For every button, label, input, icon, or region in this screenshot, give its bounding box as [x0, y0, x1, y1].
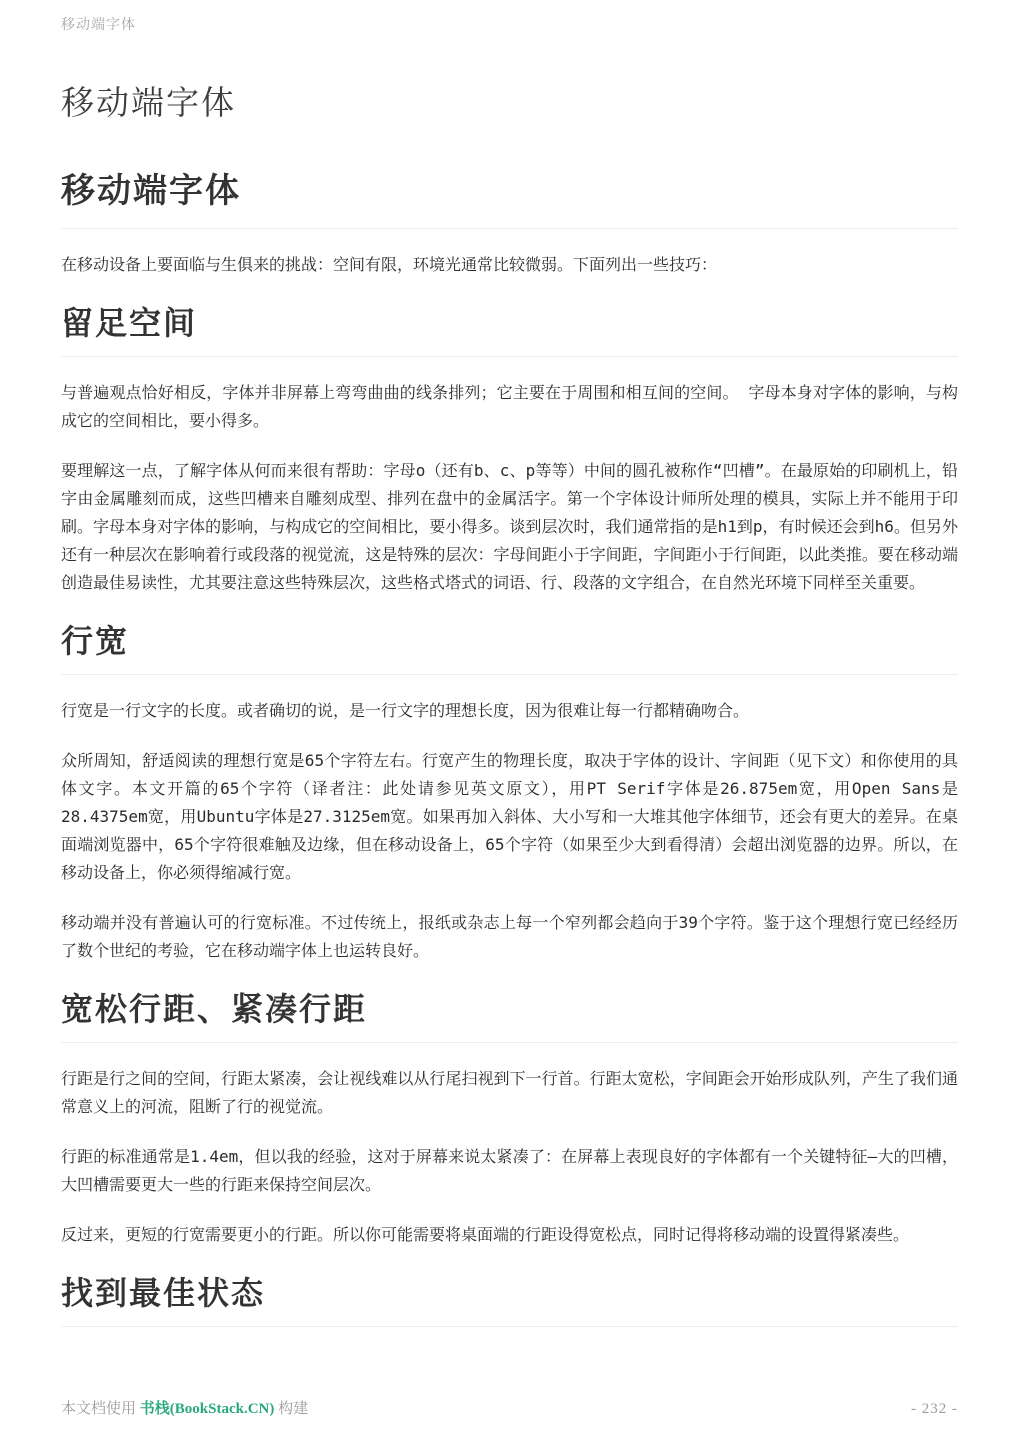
- section-heading: 行宽: [61, 623, 958, 675]
- chapter-title: 移动端字体: [61, 170, 958, 229]
- section-heading: 留足空间: [61, 305, 958, 357]
- document-body: [61, 82, 958, 1327]
- paragraph: 众所周知，舒适阅读的理想行宽是65个字符左右。行宽产生的物理长度，取决于字体的设计、字间距（见下文）和你使用的具体文字。本文开篇的65个字符（译者注：此处请参见英文原文），用PT Serif字体是26.875em宽，用Open Sans是28.4375em宽，用Ubuntu字体是27.3125em宽。如果再加入斜体、大小写和一大堆其他字体细节，还会有更大的差异。在桌面端浏览器中，65个字符很难触及边缘，但在移动设备上，65个字符（如果至少大到看得清）会超出浏览器的边界。所以，在移动设备上，你必须得缩减行宽。: [61, 751, 958, 882]
- paragraph: 行距是行之间的空间，行距太紧凑，会让视线难以从行尾扫视到下一行首。行距太宽松，字间距会开始形成队列，产生了我们通常意义上的河流，阻断了行的视觉流。: [61, 1069, 958, 1116]
- paragraph: 行距的标准通常是1.4em，但以我的经验，这对于屏幕来说太紧凑了：在屏幕上表现良好的字体都有一个关键特征—大的凹槽，大凹槽需要更大一些的行距来保持空间层次。: [61, 1147, 958, 1194]
- paragraph: 与普遍观点恰好相反，字体并非屏幕上弯弯曲曲的线条排列；它主要在于周围和相互间的空间。 字母本身对字体的影响，与构成它的空间相比，要小得多。: [61, 383, 958, 430]
- paragraph: 在移动设备上要面临与生俱来的挑战：空间有限，环境光通常比较微弱。下面列出一些技巧：: [61, 255, 718, 274]
- footer-credit-prefix: 本文档使用: [61, 1401, 140, 1417]
- section-heading: 找到最佳状态: [61, 1275, 958, 1327]
- footer-credit-suffix: 构建: [274, 1401, 309, 1417]
- footer-credit: [61, 1397, 308, 1418]
- paragraph: 移动端并没有普遍认可的行宽标准。不过传统上，报纸或杂志上每一个窄列都会趋向于39个字符。鉴于这个理想行宽已经经历了数个世纪的考验，它在移动端字体上也运转良好。: [61, 913, 958, 960]
- page-footer: [61, 1397, 958, 1418]
- paragraph: 反过来，更短的行宽需要更小的行距。所以你可能需要将桌面端的行距设得宽松点，同时记得将移动端的设置得紧凑些。: [61, 1225, 910, 1244]
- bookstack-link[interactable]: 书栈(BookStack.CN): [139, 1401, 275, 1417]
- section-heading: 宽松行距、紧凑行距: [61, 991, 958, 1043]
- running-header: 移动端字体: [61, 16, 136, 32]
- paragraph: 行宽是一行文字的长度。或者确切的说，是一行文字的理想长度，因为很难让每一行都精确吻合。: [61, 701, 750, 720]
- paragraph: 要理解这一点，了解字体从何而来很有帮助：字母o（还有b、c、p等等）中间的圆孔被称作“凹槽”。在最原始的印刷机上，铅字由金属雕刻而成，这些凹槽来自雕刻成型、排列在盘中的金属活字。第一个字体设计师所处理的模具，实际上并不能用于印刷。字母本身对字体的影响，与构成它的空间相比，要小得多。谈到层次时，我们通常指的是h1到p，有时候还会到h6。但另外还有一种层次在影响着行或段落的视觉流，这是特殊的层次：字母间距小于字间距，字间距小于行间距，以此类推。要在移动端创造最佳易读性，尤其要注意这些特殊层次，这些格式塔式的词语、行、段落的文字组合，在自然光环境下同样至关重要。: [61, 461, 958, 592]
- page-number: - 232 -: [911, 1401, 958, 1417]
- document-title: 移动端字体: [61, 84, 236, 121]
